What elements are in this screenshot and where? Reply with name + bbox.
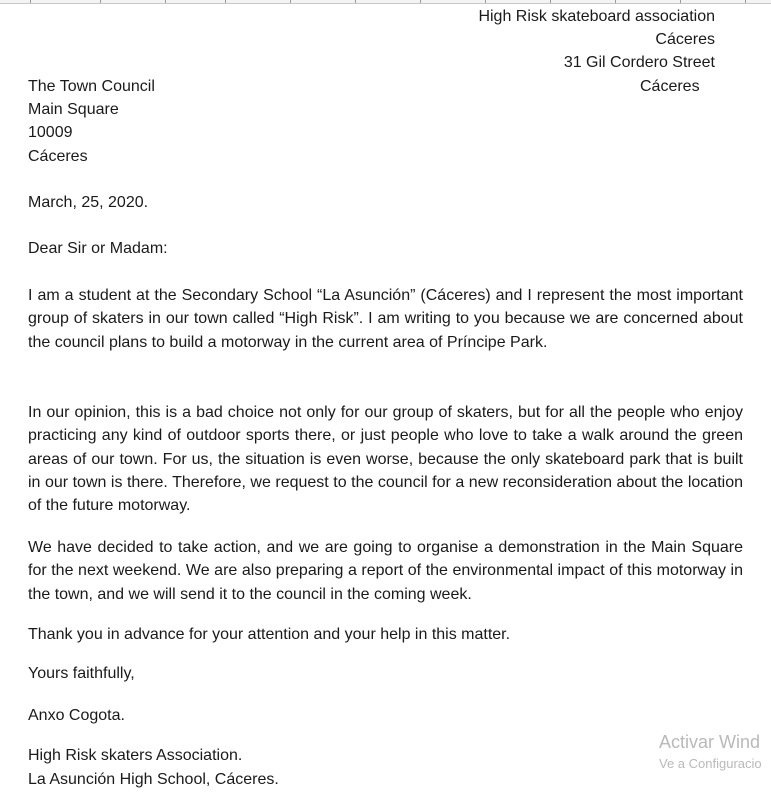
body-paragraph: Thank you in advance for your attention and your help in this matter. bbox=[28, 626, 511, 643]
ruler-tick bbox=[290, 0, 291, 3]
recipient-name: The Town Council bbox=[28, 78, 155, 95]
ruler-tick bbox=[550, 0, 551, 3]
signature-name: Anxo Cogota. bbox=[28, 707, 125, 724]
activation-watermark-subtitle: Ve a Configuracio bbox=[659, 756, 762, 771]
ruler-tick bbox=[165, 0, 166, 3]
ruler-tick bbox=[745, 0, 746, 3]
sender-city-2: Cáceres bbox=[640, 78, 700, 95]
signature-school: La Asunción High School, Cáceres. bbox=[28, 771, 279, 788]
ruler-tick bbox=[355, 0, 356, 3]
ruler-tick bbox=[615, 0, 616, 3]
sender-organisation: High Risk skateboard association bbox=[478, 8, 715, 25]
body-paragraph: I am a student at the Secondary School “La Asunción” (Cáceres) and I represent the most important group of skaters in our town called “High Risk”. I am writing to you because we are concerned about the council plans to build a motorway in the current area of Príncipe Park. bbox=[28, 287, 743, 351]
ruler-tick bbox=[100, 0, 101, 3]
ruler-tick bbox=[420, 0, 421, 3]
body-paragraph: In our opinion, this is a bad choice not only for our group of skaters, but for all the people who enjoy practicing any kind of outdoor sports there, or just people who love to take a walk around the green areas of our town. For us, the situation is even worse, because the only skateboard park that is built in our town is there. Therefore, we request to the council for a new reconsideration about the location of the future motorway. bbox=[28, 404, 743, 515]
sender-street: 31 Gil Cordero Street bbox=[563, 54, 715, 71]
recipient-street: Main Square bbox=[28, 101, 119, 118]
ruler bbox=[0, 0, 771, 4]
recipient-city: Cáceres bbox=[28, 148, 88, 165]
salutation: Dear Sir or Madam: bbox=[28, 240, 168, 257]
closing: Yours faithfully, bbox=[28, 665, 135, 682]
body-paragraph: We have decided to take action, and we are going to organise a demonstration in the Main Square for the next weekend. We are also preparing a report of the environmental impact of this motorway in the town, and we will send it to the council in the coming week. bbox=[28, 539, 743, 603]
ruler-tick bbox=[225, 0, 226, 3]
sender-city: Cáceres bbox=[655, 31, 715, 48]
recipient-postcode: 10009 bbox=[28, 124, 73, 141]
ruler-tick bbox=[485, 0, 486, 3]
letter-date: March, 25, 2020. bbox=[28, 194, 149, 211]
signature-organisation: High Risk skaters Association. bbox=[28, 747, 243, 764]
ruler-tick bbox=[680, 0, 681, 3]
ruler-tick bbox=[30, 0, 31, 3]
activation-watermark-title: Activar Wind bbox=[659, 732, 761, 752]
